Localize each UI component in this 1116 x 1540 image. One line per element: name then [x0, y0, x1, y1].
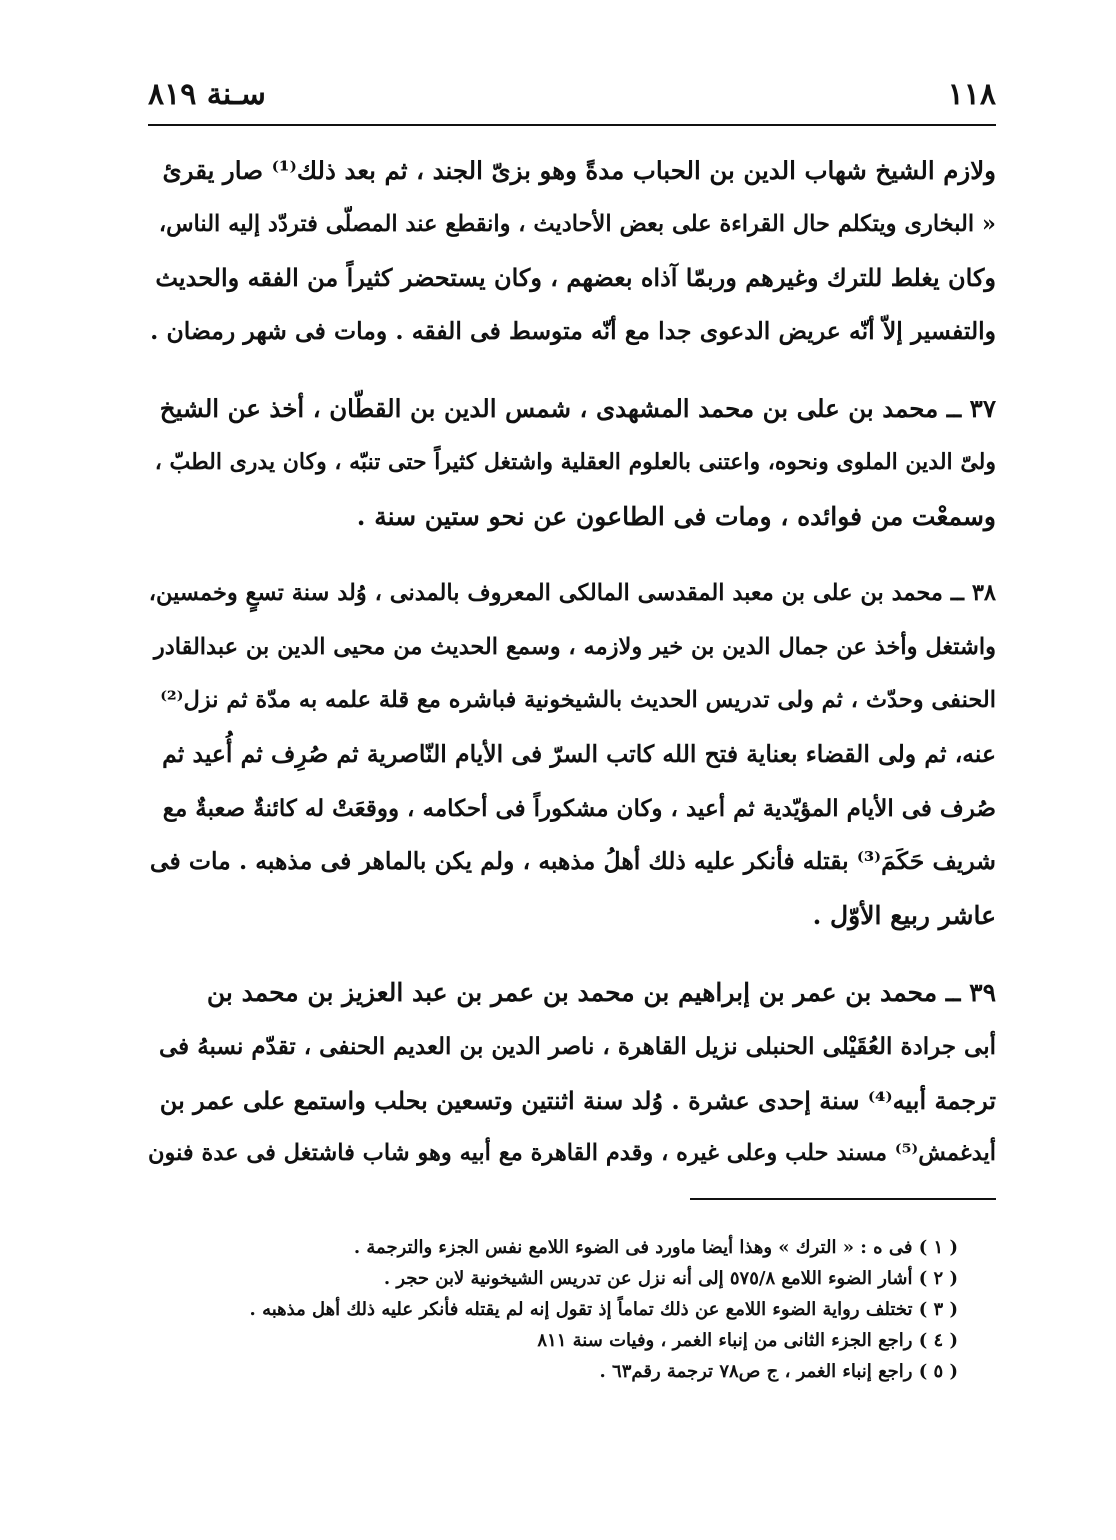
header-rule	[148, 124, 996, 126]
text-line: عاشر ربيع الأوّل .	[812, 900, 996, 930]
text-line: والتفسير إلاّ أنّه عريض الدعوى جدا مع أنّه متوسط فى الفقه . ومات فى شهر رمضان .	[150, 316, 996, 345]
text-line: واشتغل وأخذ عن جمال الدين بن خير ولازمه ، وسمع الحديث من محيى الدين بن عبدالقادر	[153, 633, 996, 660]
footnote-separator	[690, 1198, 996, 1200]
page-number: ١١٨	[947, 77, 996, 112]
text-line: ٣٩ ــ محمد بن عمر بن إبراهيم بن محمد بن عمر بن عبد العزيز بن محمد بن	[206, 978, 996, 1008]
text-line: شريف حَكَمَ⁽³⁾ بقتله فأنكر عليه ذلك أهلُ مذهبه ، ولم يكن بالماهر فى مذهبه . مات فى	[149, 847, 996, 876]
text-line: وسمعْت من فوائده ، ومات فى الطاعون عن نحو ستين سنة .	[356, 501, 996, 531]
paragraph-entry-37	[148, 382, 996, 543]
text-line: عنه، ثم ولى القضاء بعناية فتح الله كاتب السرّ فى الأيام النّاصرية ثم صُرِف ثم أُعيد ثم	[162, 739, 996, 768]
main-text	[148, 144, 996, 1181]
footnotes	[148, 1232, 958, 1387]
text-line: ٣٨ ــ محمد بن على بن معبد المقدسى المالكى المعروف بالمدنى ، وُلد سنة تسعٍ وخمسين،	[148, 580, 996, 607]
text-line: أبى جرادة العُقَيْلى الحنبلى نزيل القاهرة ، ناصر الدين بن العديم الحنفى ، تقدّم نسبهُ فى	[159, 1032, 996, 1060]
text-line: وكان يغلط للترك وغيرهم وربمّا آذاه بعضهم ، وكان يستحضر كثيراً من الفقه والحديث	[155, 263, 996, 293]
page-header	[148, 62, 996, 112]
footnote-2: ( ٢ ) أشار الضوء اللامع ٥٧٥/٨ إلى أنه نزل عن تدريس الشيخونية لابن حجر .	[383, 1268, 958, 1289]
text-line: ولىّ الدين الملوى ونحوه، واعتنى بالعلوم العقلية واشتغل كثيراً حتى تنبّه ، وكان يدرى الطبّ ،	[154, 448, 996, 475]
footnote-4: ( ٤ ) راجع الجزء الثانى من إنباء الغمر ، وفيات سنة ٨١١	[537, 1330, 958, 1351]
text-line: صُرف فى الأيام المؤيّدية ثم أعيد ، وكان مشكوراً فى أحكامه ، ووقعَتْ له كائنةٌ صعبةٌ مع	[162, 794, 996, 822]
text-line: ٣٧ ــ محمد بن على بن محمد المشهدى ، شمس الدين بن القطّان ، أخذ عن الشيخ	[159, 394, 996, 424]
footnote-5: ( ٥ ) راجع إنباء الغمر ، ج ص٧٨ ترجمة رقم٦٣ .	[599, 1361, 958, 1382]
text-line: ولازم الشيخ شهاب الدين بن الحباب مدةً وهو بزىّ الجند ، ثم بعد ذلك⁽¹⁾ صار يقرئ	[162, 156, 996, 185]
paragraph-entry-38	[148, 567, 996, 942]
text-line: « البخارى ويتكلم حال القراءة على بعض الأحاديث ، وانقطع عند المصلّى فتردّد إليه الناس،	[158, 210, 996, 237]
paragraph-biography-continuation	[148, 144, 996, 358]
paragraph-entry-39	[148, 966, 996, 1180]
text-line: الحنفى وحدّث ، ثم ولى تدريس الحديث بالشيخونية فباشره مع قلة علمه به مدّة ثم نزل⁽²⁾	[160, 687, 996, 714]
text-line: أيدغمش⁽⁵⁾ مسند حلب وعلى غيره ، وقدم القاهرة مع أبيه وهو شاب فاشتغل فى عدة فنون	[148, 1140, 996, 1167]
footnote-3: ( ٣ ) تختلف رواية الضوء اللامع عن ذلك تماماً إذ تقول إنه لم يقتله فأنكر عليه ذلك أهل مذهبه .	[249, 1299, 958, 1320]
running-title-year: سـنة ٨١٩	[148, 77, 266, 112]
footnote-1: ( ١ ) فى ه : « الترك » وهذا أيضا ماورد فى الضوء اللامع نفس الجزء والترجمة .	[353, 1237, 958, 1258]
text-line: ترجمة أبيه⁽⁴⁾ سنة إحدى عشرة . وُلد سنة اثنتين وتسعين بحلب واستمع على عمر بن	[159, 1085, 996, 1115]
